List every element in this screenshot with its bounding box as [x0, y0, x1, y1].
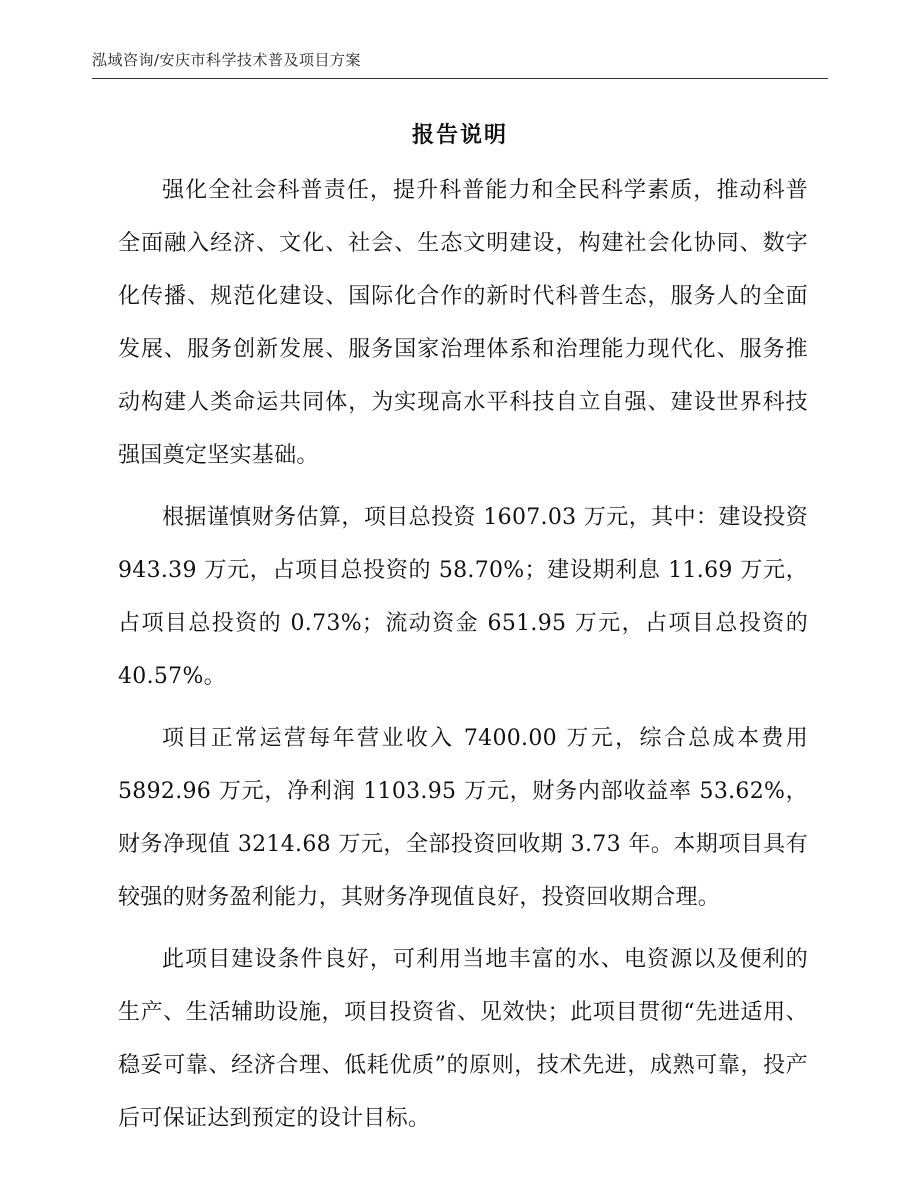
page-header: 泓域咨询/安庆市科学技术普及项目方案 [92, 51, 362, 69]
paragraph-science-popularization: 强化全社会科普责任，提升科普能力和全民科学素质，推动科普全面融入经济、文化、社会、生态文明建设，构建社会化协同、数字化传播、规范化建设、国际化合作的新时代科普生态，服务人的全面发展、服务创新发展、服务国家治理体系和治理能力现代化、服务推动构建人类命运共同体，为实现高水平科技自立自强、建设世界科技强国奠定坚实基础。 [118, 178, 808, 468]
paragraph-financial-returns: 项目正常运营每年营业收入 7400.00 万元，综合总成本费用 5892.96 万元，净利润 1103.95 万元，财务内部收益率 53.62%，财务净现值 3214.68 万元，全部投资回收期 3.73 年。本期项目具有较强的财务盈利能力，其财务净现值良好，投资回收期合理。 [118, 726, 808, 910]
paragraph-investment-estimate: 根据谨慎财务估算，项目总投资 1607.03 万元，其中：建设投资 943.39 万元，占项目总投资的 58.70%；建设期利息 11.69 万元，占项目总投资的 0.73%；流动资金 651.95 万元，占项目总投资的 40.57%。 [118, 505, 808, 689]
header-divider [92, 78, 828, 79]
paragraph-construction-conditions: 此项目建设条件良好，可利用当地丰富的水、电资源以及便利的生产、生活辅助设施，项目投资省、见效快；此项目贯彻“先进适用、稳妥可靠、经济合理、低耗优质”的原则，技术先进，成熟可靠，投产后可保证达到预定的设计目标。 [118, 947, 808, 1131]
document-title: 报告说明 [411, 123, 508, 148]
document-body [118, 164, 808, 1154]
